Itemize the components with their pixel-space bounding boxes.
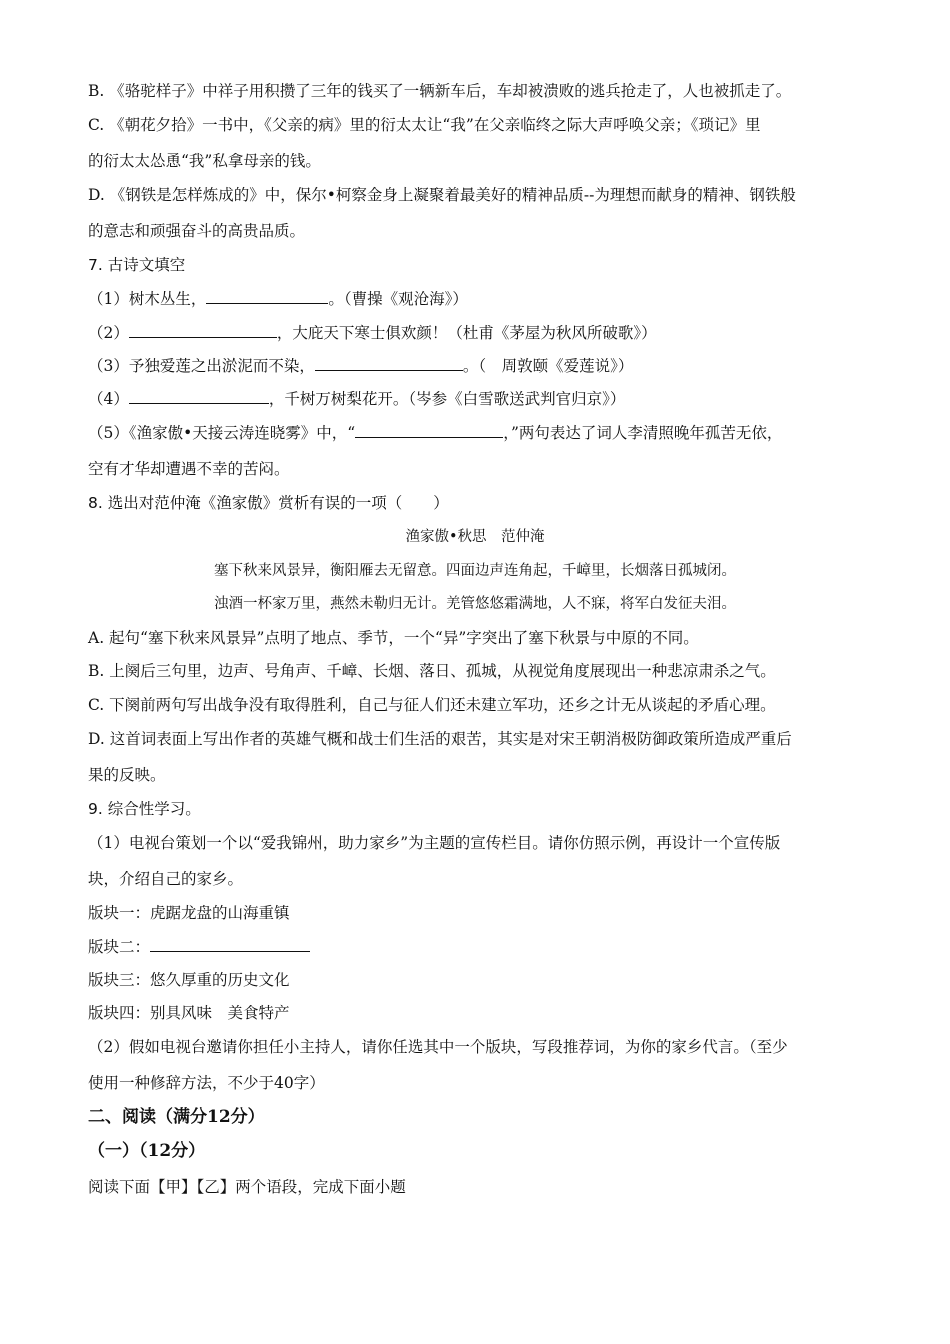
q7-item-5-pre: （5）《渔家傲•天接云涛连晓雾》中，“ bbox=[88, 424, 356, 442]
q7-title bbox=[88, 254, 185, 276]
poem-line-2: 浊酒一杯家万里，燕然未勒归无计。羌管悠悠霜满地，人不寐，将军白发征夫泪。 bbox=[214, 596, 736, 612]
block-1: 版块一：虎踞龙盘的山海重镇 bbox=[88, 904, 290, 922]
q7-item-5-line2: 空有才华却遭遇不幸的苦闷。 bbox=[88, 460, 290, 478]
q7-number: 7. bbox=[88, 256, 103, 274]
q9-part1-line1: （1）电视台策划一个以“爱我锦州，助力家乡”为主题的宣传栏目。请你仿照示例，再设计一个宣传版 bbox=[88, 834, 781, 852]
answer-blank[interactable] bbox=[315, 356, 463, 371]
q6-option-c-line2: 的衍太太怂恿“我”私拿母亲的钱。 bbox=[88, 152, 321, 170]
q7-item-2 bbox=[88, 322, 657, 344]
q9-part2-line1: （2）假如电视台邀请你担任小主持人，请你任选其中一个版块，写段推荐词，为你的家乡代言。（至少 bbox=[88, 1038, 788, 1056]
poem-line-1: 塞下秋来风景异，衡阳雁去无留意。四面边声连角起，千嶂里，长烟落日孤城闭。 bbox=[214, 563, 736, 579]
q7-item-4-pre: （4） bbox=[88, 390, 129, 408]
answer-blank[interactable] bbox=[206, 289, 328, 304]
q7-item-4-post: ，千树万树梨花开。（岑参《白雪歌送武判官归京》） bbox=[268, 390, 626, 408]
answer-blank[interactable] bbox=[129, 323, 277, 338]
q8-option-b: B. 上阕后三句里，边声、号角声、千嶂、长烟、落日、孤城，从视觉角度展现出一种悲凉肃杀之气。 bbox=[88, 662, 776, 680]
answer-blank[interactable] bbox=[129, 389, 269, 404]
q6-option-d-line1: D. 《钢铁是怎样炼成的》中，保尔•柯察金身上凝聚着最美好的精神品质--为理想而献身的精神、钢铁般 bbox=[88, 186, 796, 204]
q8-title bbox=[88, 492, 449, 514]
section-heading: 二、阅读（满分12分） bbox=[88, 1107, 265, 1127]
q7-item-2-post: ，大庇天下寒士俱欢颜！（杜甫《茅屋为秋风所破歌》） bbox=[276, 324, 657, 342]
q8-number: 8. bbox=[88, 494, 103, 512]
q7-item-3-post: 。（ 周敦颐《爱莲说》） bbox=[462, 357, 634, 375]
q9-part2-line2: 使用一种修辞方法，不少于40字） bbox=[88, 1074, 325, 1092]
answer-blank[interactable] bbox=[150, 937, 310, 952]
block-2 bbox=[88, 936, 310, 958]
q9-title-text: 综合性学习。 bbox=[107, 800, 201, 818]
q8-option-d-line2: 果的反映。 bbox=[88, 766, 166, 784]
q9-title bbox=[88, 798, 201, 820]
q8-option-c: C. 下阕前两句写出战争没有取得胜利，自己与征人们还未建立军功，还乡之计无从谈起的矛盾心理。 bbox=[88, 696, 776, 714]
q8-option-a: A. 起句“塞下秋来风景异”点明了地点、季节，一个“异”字突出了塞下秋景与中原的不同。 bbox=[88, 629, 699, 647]
q8-option-d-line1: D. 这首词表面上写出作者的英雄气概和战士们生活的艰苦，其实是对宋王朝消极防御政策所造成严重后 bbox=[88, 730, 792, 748]
q6-option-d-line2: 的意志和顽强奋斗的高贵品质。 bbox=[88, 222, 306, 240]
q6-option-b: B. 《骆驼样子》中祥子用积攒了三年的钱买了一辆新车后，车却被溃败的逃兵抢走了，人也被抓走了。 bbox=[88, 82, 792, 100]
q7-item-1-pre: （1）树木丛生， bbox=[88, 290, 207, 308]
q7-item-2-pre: （2） bbox=[88, 324, 129, 342]
subsection-heading: （一）（12分） bbox=[88, 1141, 206, 1161]
reading-intro: 阅读下面【甲】【乙】两个语段，完成下面小题 bbox=[88, 1178, 406, 1196]
q7-item-4 bbox=[88, 388, 625, 410]
block-4: 版块四：别具风味 美食特产 bbox=[88, 1004, 290, 1022]
block-3: 版块三：悠久厚重的历史文化 bbox=[88, 971, 290, 989]
q7-item-5-post: ，”两句表达了词人李清照晚年孤苦无依， bbox=[503, 424, 783, 442]
q7-item-3 bbox=[88, 355, 633, 377]
q9-part1-line2: 块，介绍自己的家乡。 bbox=[88, 870, 244, 888]
q7-item-5-line1 bbox=[88, 422, 782, 444]
q6-option-c-line1: C. 《朝花夕拾》一书中，《父亲的病》里的衍太太让“我”在父亲临终之际大声呼唤父亲；《琐记》里 bbox=[88, 116, 761, 134]
poem-title: 渔家傲•秋思 范仲淹 bbox=[405, 529, 545, 545]
q8-title-text: 选出对范仲淹《渔家傲》赏析有误的一项（ ） bbox=[107, 494, 449, 512]
q7-item-1-post: 。（曹操《观沧海》） bbox=[328, 290, 468, 308]
answer-blank[interactable] bbox=[355, 423, 503, 438]
block-2-label: 版块二： bbox=[88, 938, 151, 956]
q7-title-text: 古诗文填空 bbox=[107, 256, 186, 274]
q7-item-3-pre: （3）予独爱莲之出淤泥而不染， bbox=[88, 357, 315, 375]
q9-number: 9. bbox=[88, 800, 103, 818]
q7-item-1 bbox=[88, 288, 468, 310]
